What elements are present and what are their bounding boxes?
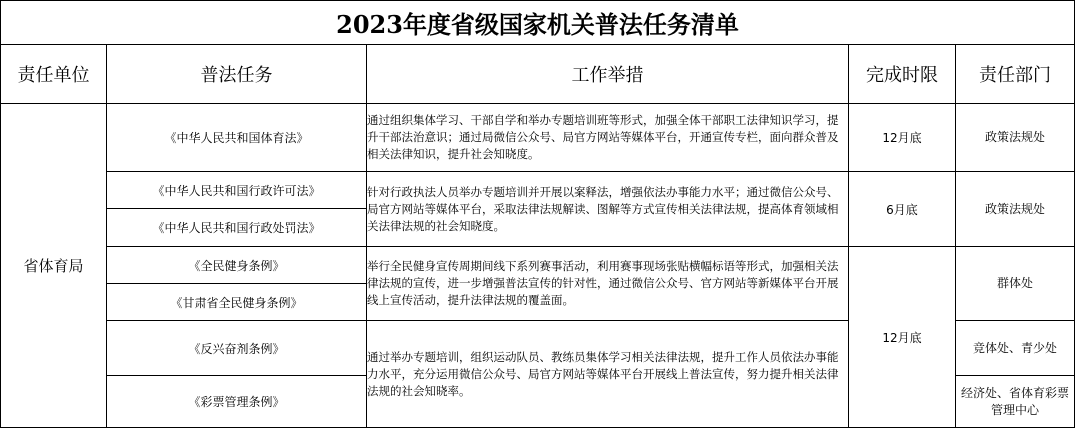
law-item: 《全民健身条例》	[107, 247, 367, 284]
law-item: 《中华人民共和国体育法》	[107, 104, 367, 172]
responsible-unit: 省体育局	[1, 104, 107, 428]
header-task: 普法任务	[107, 45, 367, 104]
law-item: 《甘肃省全民健身条例》	[107, 284, 367, 321]
measure-text: 举行全民健身宣传周期间线下系列赛事活动，利用赛事现场张贴横幅标语等形式，加强相关法律法规的宣传，进一步增强普法宣传的针对性，通过微信公众号、官方网站等新媒体平台开展线上宣传活动，提升法律法规的覆盖面。	[367, 247, 849, 321]
title-row	[1, 1, 1075, 45]
law-item: 《中华人民共和国行政许可法》	[107, 172, 367, 209]
page-title: 2023年度省级国家机关普法任务清单	[1, 1, 1075, 45]
header-dept: 责任部门	[956, 45, 1075, 104]
measure-text: 针对行政执法人员举办专题培训并开展以案释法，增强依法办事能力水平；通过微信公众号、局官方网站等媒体平台，采取法律法规解读、图解等方式宣传相关法律法规，提高体育领域相关法律法规的社会知晓度。	[367, 172, 849, 247]
law-item: 《中华人民共和国行政处罚法》	[107, 209, 367, 247]
deadline-cell: 6月底	[849, 172, 956, 247]
table-row	[1, 104, 1075, 172]
law-item: 《反兴奋剂条例》	[107, 321, 367, 376]
header-row	[1, 45, 1075, 104]
deadline-cell: 12月底	[849, 247, 956, 428]
table-row	[1, 172, 1075, 209]
dept-cell: 经济处、省体育彩票管理中心	[956, 376, 1075, 428]
law-item: 《彩票管理条例》	[107, 376, 367, 428]
header-unit: 责任单位	[1, 45, 107, 104]
header-measures: 工作举措	[367, 45, 849, 104]
dept-cell: 政策法规处	[956, 172, 1075, 247]
dept-cell: 竞体处、青少处	[956, 321, 1075, 376]
deadline-cell: 12月底	[849, 104, 956, 172]
dept-cell: 群体处	[956, 247, 1075, 321]
table-row	[1, 247, 1075, 284]
measure-text: 通过举办专题培训，组织运动队员、教练员集体学习相关法律法规，提升工作人员依法办事能力水平，充分运用微信公众号、局官方网站等媒体平台开展线上普法宣传，努力提升相关法律法规的社会知晓率。	[367, 321, 849, 428]
header-deadline: 完成时限	[849, 45, 956, 104]
measure-text: 通过组织集体学习、干部自学和举办专题培训班等形式，加强全体干部职工法律知识学习，提升干部法治意识；通过局微信公众号、局官方网站等媒体平台，开通宣传专栏，面向群众普及相关法律知识，提升社会知晓度。	[367, 104, 849, 172]
dept-cell: 政策法规处	[956, 104, 1075, 172]
